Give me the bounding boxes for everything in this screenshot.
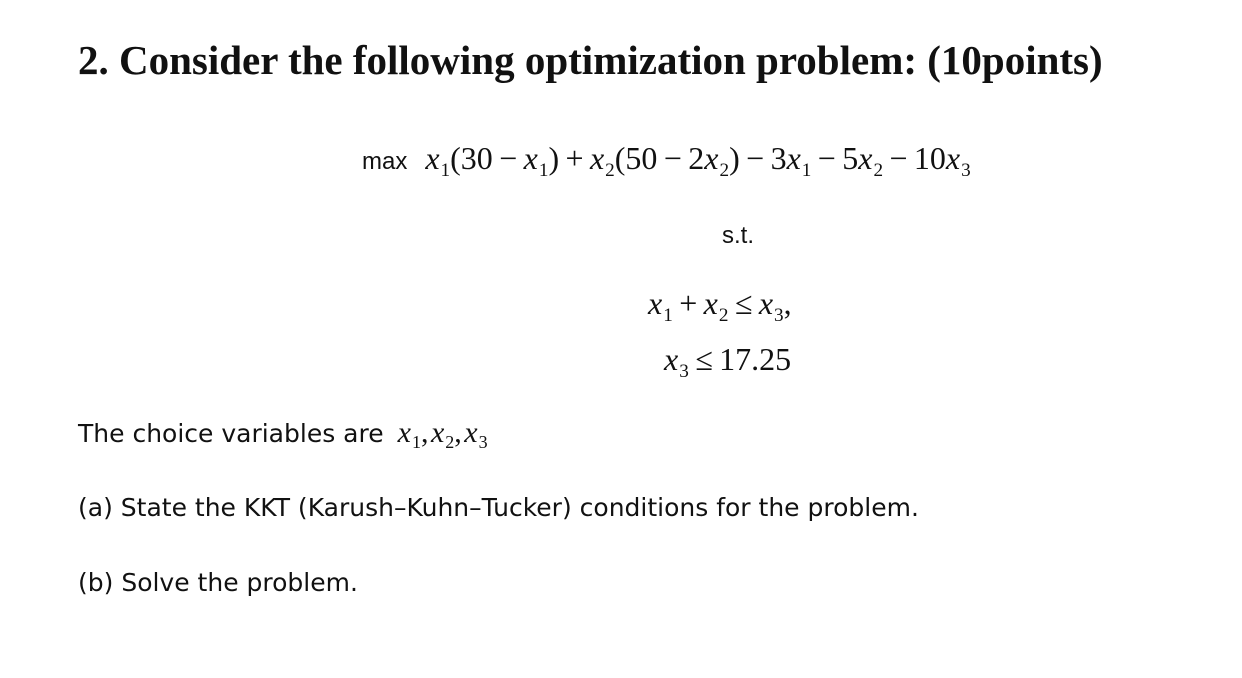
choice-variables-line [78, 416, 488, 451]
max-operator: max [362, 148, 408, 175]
choice-variables-list: $x_1$, $x_2$, $x_3$ [397, 416, 488, 453]
constraint-2: $x_3 \le 17.25$ [664, 341, 792, 382]
question-heading: 2. Consider the following optimization problem: (10points) [78, 37, 1103, 83]
objective-expression: $x_1(30 - x_1) + x_2(50 - 2x_2) - 3x_1 - 5x_2 - 10x_3$ [425, 140, 971, 181]
objective-function [362, 136, 971, 184]
constraint-1: $x_1 + x_2 \le x_3$, [648, 285, 792, 326]
subject-to-label: s.t. [722, 222, 755, 249]
part-b: (b) Solve the problem. [78, 568, 358, 597]
part-a: (a) State the KKT (Karush–Kuhn–Tucker) conditions for the problem. [78, 493, 919, 522]
choice-variables-text: The choice variables are [78, 419, 384, 448]
